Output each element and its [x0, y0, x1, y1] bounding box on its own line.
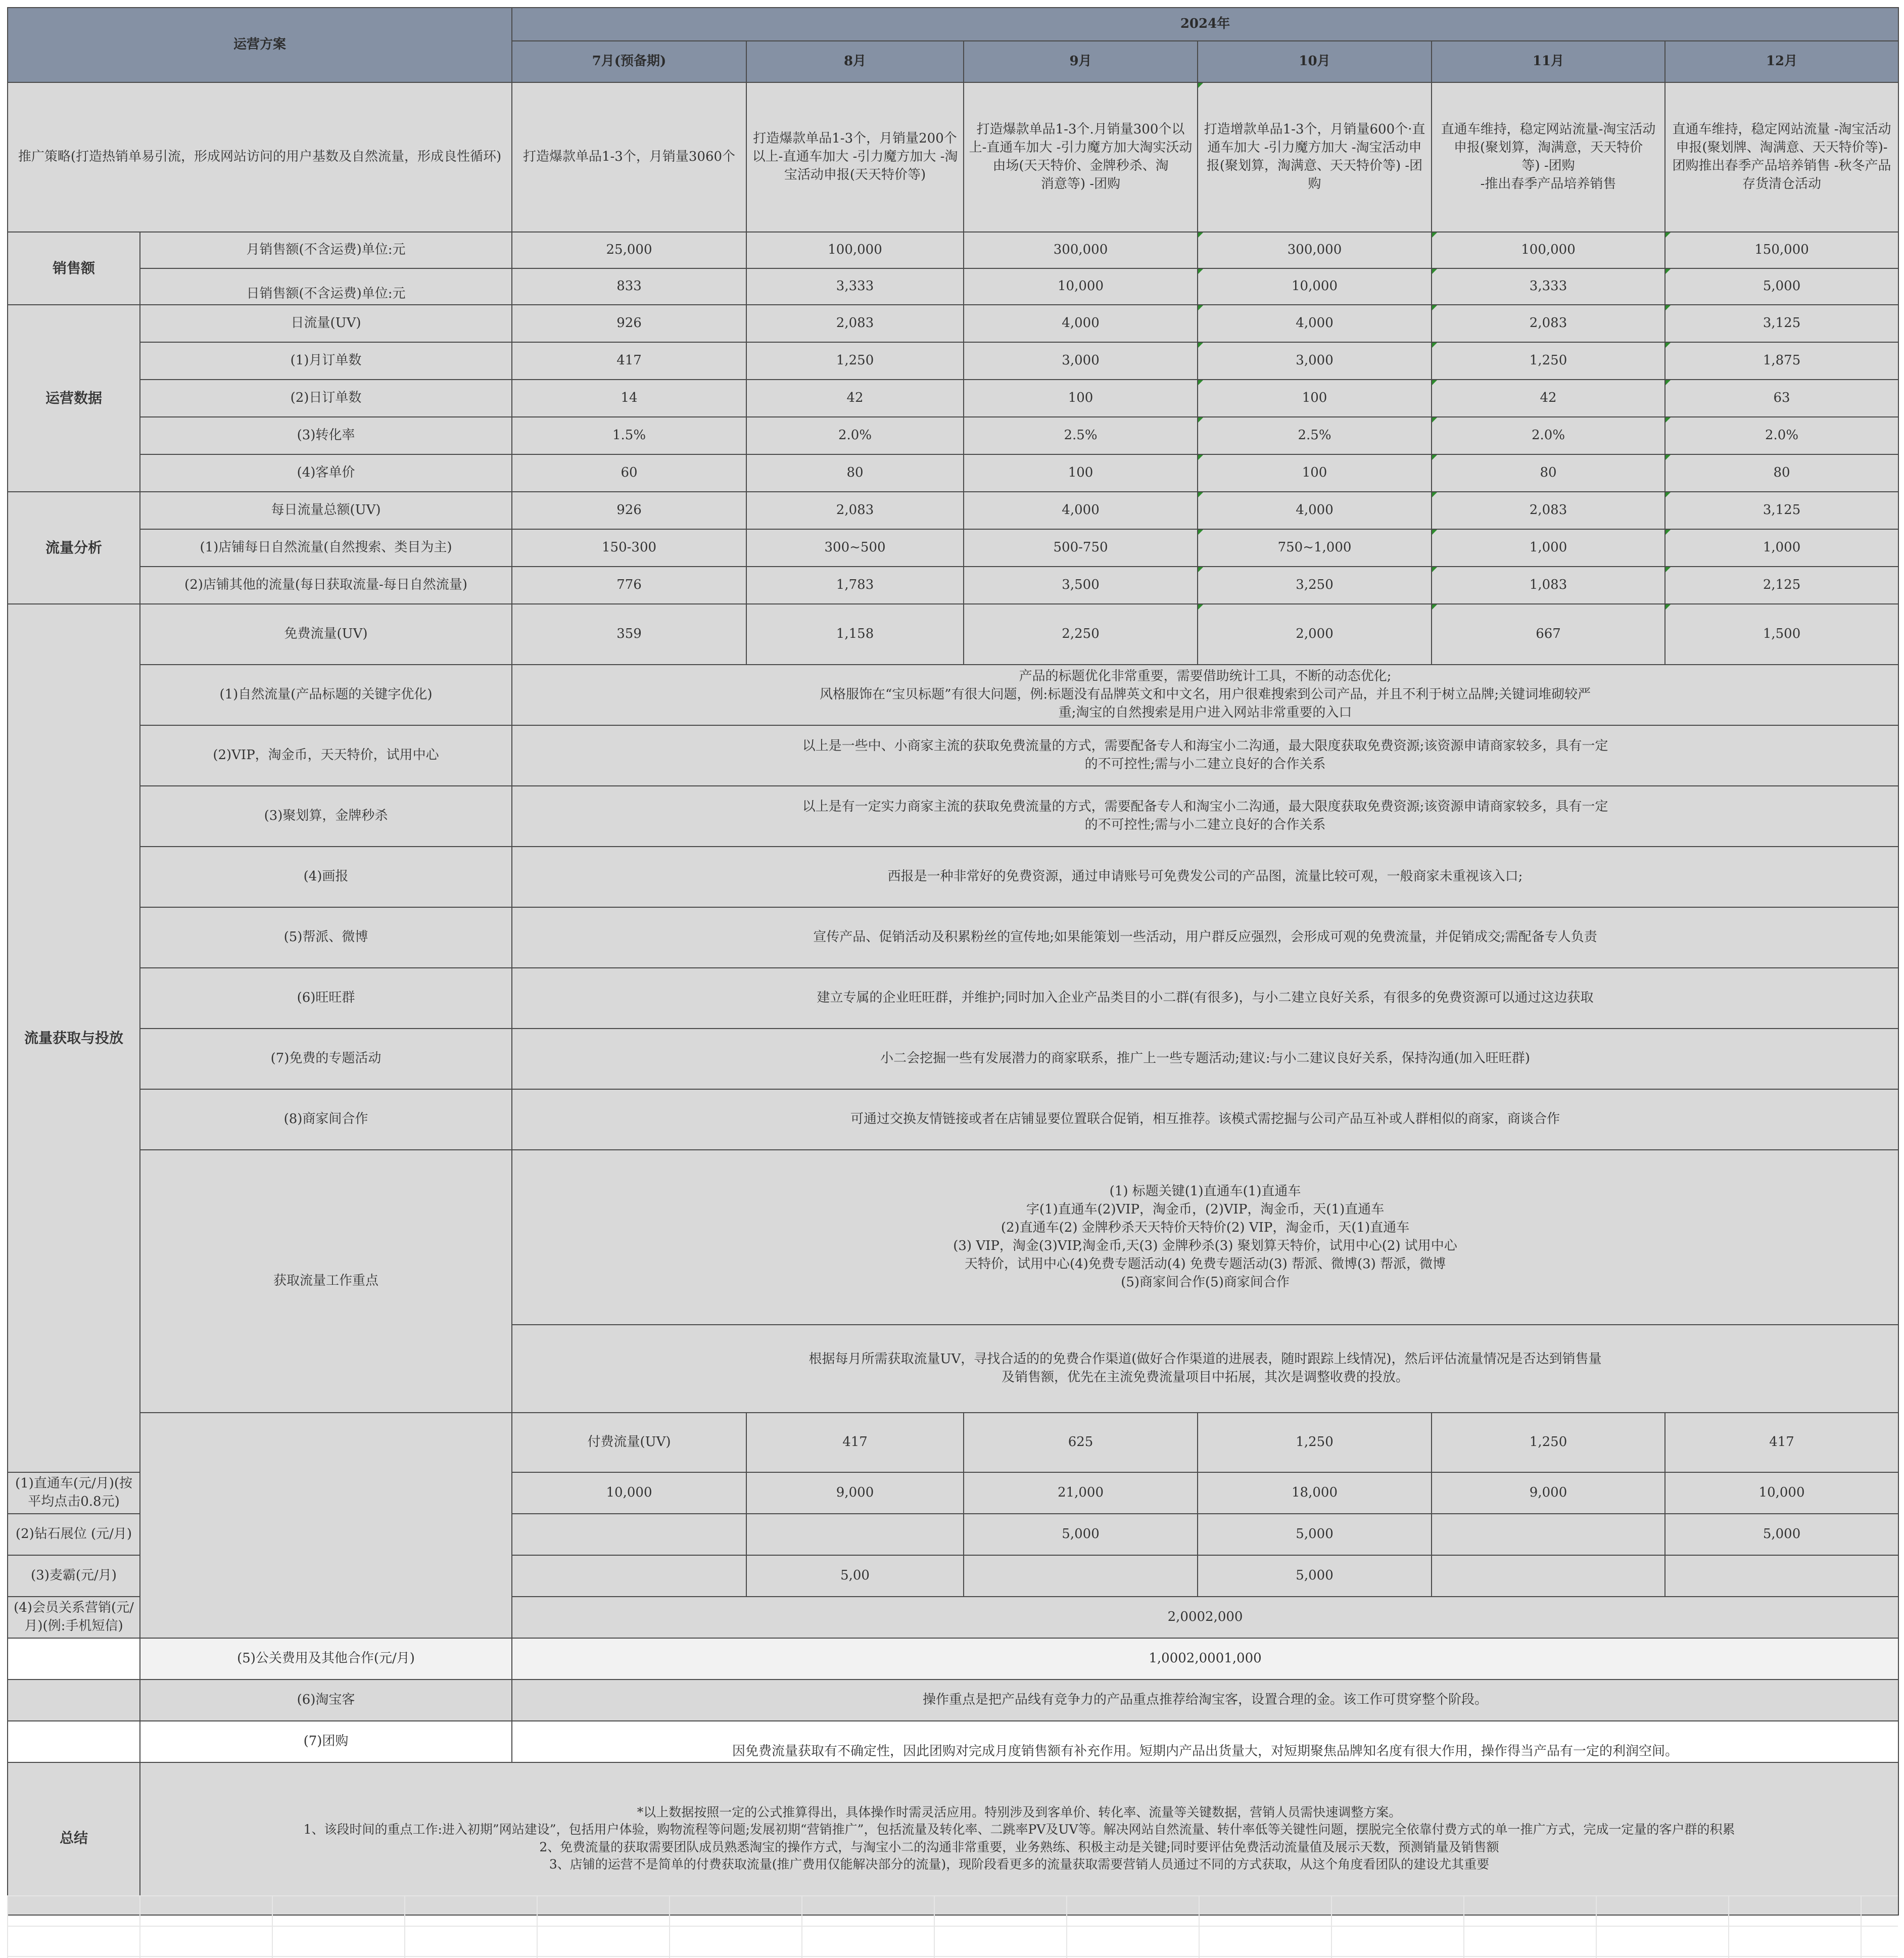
value-cell: 9,000: [746, 1472, 964, 1514]
row-label: (7)免费的专题活动: [140, 1029, 512, 1089]
value-cell: 417: [512, 342, 746, 380]
row-label: (5)帮派、微博: [140, 907, 512, 968]
row-label: (1)自然流量(产品标题的关键字优化): [140, 665, 512, 725]
value-cell: 3,250: [1198, 567, 1432, 604]
strategy-cell: 直通车维持，稳定网站流量 -淘宝活动申报(聚划牌、淘满意、天天特价等)-团购推出春季产品培养销售 -秋冬产品存货清仓活动: [1665, 82, 1898, 232]
strategy-cell: 打造爆款单品1-3个.月销量300个以上-直通车加大 -引力魔方加大淘实沃动由场(天天特价、金牌秒杀、淘 消意等) -团购: [964, 82, 1198, 232]
value-cell: 300,000: [964, 232, 1198, 268]
row-label: 日流量(UV): [140, 305, 512, 342]
value-cell: 359: [512, 604, 746, 665]
value-cell: 80: [1432, 454, 1665, 492]
note-cell: 可通过交换友情链接或者在店铺显要位置联合促销，相互推荐。该模式需挖掘与公司产品互补或人群相似的商家，商谈合作: [512, 1089, 1898, 1150]
value-cell: 4,000: [964, 492, 1198, 529]
value-cell: 926: [512, 305, 746, 342]
row-label: (2)VIP，淘金币，天天特价，试用中心: [140, 725, 512, 786]
strategy-cell: 打造爆款单品1-3个，月销量200个以上-直通车加大 -引力魔方加大 -淘宝活动申报(天天特价等): [746, 82, 964, 232]
value-cell: [1432, 1514, 1665, 1555]
strategy-cell: 打造增款单品1-3个，月销量600个·直通车加大 -引力魔方加大 -淘宝活动申报(聚划算，淘满意、天天特价等) -团购: [1198, 82, 1432, 232]
row-label: (3)聚划算，金牌秒杀: [140, 786, 512, 847]
value-cell: 3,125: [1665, 305, 1898, 342]
row-label: (7)团购: [140, 1721, 512, 1762]
year-header: 2024年: [512, 8, 1898, 41]
row-label: (1)月订单数: [140, 342, 512, 380]
blank-cell: [8, 1721, 140, 1762]
value-cell: 3,500: [964, 567, 1198, 604]
value-cell: 80: [1665, 454, 1898, 492]
value-cell: 1,783: [746, 567, 964, 604]
value-cell: 100: [1198, 380, 1432, 417]
value-cell: 300~500: [746, 529, 964, 567]
value-cell: 1,250: [1432, 342, 1665, 380]
value-cell: 60: [512, 454, 746, 492]
note-cell: 产品的标题优化非常重要，需要借助统计工具，不断的动态优化; 风格服饰在“宝贝标题”有很大问题，例:标题没有品牌英文和中文名，用户很难搜索到公司产品，并且不利于树立品牌;关键词堆砌较严 重;淘宝的自然搜索是用户进入网站非常重要的入口: [512, 665, 1898, 725]
value-cell: 3,125: [1665, 492, 1898, 529]
value-cell: 1.5%: [512, 417, 746, 454]
value-cell: 63: [1665, 380, 1898, 417]
value-cell: 4,000: [1198, 305, 1432, 342]
section-ops-data: 运营数据: [8, 305, 140, 492]
value-cell: 5,000: [1198, 1514, 1432, 1555]
section-summary: 总结: [8, 1762, 140, 1915]
value-cell: 80: [746, 454, 964, 492]
value-cell: 1,250: [1432, 1413, 1665, 1472]
month-header: 8月: [746, 41, 964, 82]
value-cell: 150,000: [1665, 232, 1898, 268]
row-label: (2)日订单数: [140, 380, 512, 417]
value-cell: 2,083: [1432, 492, 1665, 529]
value-cell: 42: [746, 380, 964, 417]
value-cell: 667: [1432, 604, 1665, 665]
value-cell: 10,000: [512, 1472, 746, 1514]
value-cell: 3,333: [1432, 268, 1665, 305]
row-label: (3)麦霸(元/月): [8, 1555, 140, 1597]
value-cell: 2.0%: [746, 417, 964, 454]
merged-value-cell: 2,0002,000: [512, 1597, 1898, 1638]
value-cell: 2,125: [1665, 567, 1898, 604]
paid-section-cell: [140, 1413, 512, 1638]
value-cell: 1,250: [1198, 1413, 1432, 1472]
value-cell: 1,000: [1432, 529, 1665, 567]
value-cell: 2.5%: [964, 417, 1198, 454]
row-label: 日销售额(不含运费)单位:元: [140, 268, 512, 305]
value-cell: 3,000: [964, 342, 1198, 380]
note-cell: 以上是有一定实力商家主流的获取免费流量的方式，需要配备专人和淘宝小二沟通，最大限度获取免费资源;该资源申请商家较多，具有一定 的不可控性;需与小二建立良好的合作关系: [512, 786, 1898, 847]
value-cell: 5,000: [1665, 268, 1898, 305]
value-cell: 18,000: [1198, 1472, 1432, 1514]
value-cell: 625: [964, 1413, 1198, 1472]
row-label: (6)淘宝客: [140, 1680, 512, 1721]
strategy-label: 推广策略(打造热销单易引流，形成网站访问的用户基数及自然流量，形成良性循环): [8, 82, 512, 232]
merged-value-cell: 操作重点是把产品线有竞争力的产品重点推荐给淘宝客，设置合理的金。该工作可贯穿整个阶段。: [512, 1680, 1898, 1721]
focus-cell: (1) 标题关键(1)直通车(1)直通车 字(1)直通车(2)VIP，淘金币，(2)VIP，淘金币，天(1)直通车 (2)直通车(2) 金牌秒杀天天特价天特价(2) VIP，淘金币，天(1)直通车 (3) VIP，淘金(3)VIP,淘金币,天(3) 金牌秒杀(3) 聚划算天特价，试用中心(2) 试用中心 天特价，试用中心(4)免费专题活动(4) 免费专题活动(3) 帮派、微博(3) 帮派，微博 (5)商家间合作(5)商家间合作: [512, 1150, 1898, 1325]
value-cell: 1,500: [1665, 604, 1898, 665]
value-cell: 100: [1198, 454, 1432, 492]
row-label: (4)客单价: [140, 454, 512, 492]
value-cell: 42: [1432, 380, 1665, 417]
row-label: (3)转化率: [140, 417, 512, 454]
value-cell: 3,000: [1198, 342, 1432, 380]
note-cell: 以上是一些中、小商家主流的获取免费流量的方式，需要配备专人和海宝小二沟通，最大限度获取免费资源;该资源申请商家较多，具有一定 的不可控性;需与小二建立良好的合作关系: [512, 725, 1898, 786]
row-label: 每日流量总额(UV): [140, 492, 512, 529]
row-label: (1)直通车(元/月)(按平均点击0.8元): [8, 1472, 140, 1514]
merged-value-cell: 因免费流量获取有不确定性，因此团购对完成月度销售额有补充作用。短期内产品出货量大，对短期聚焦品牌知名度有很大作用，操作得当产品有一定的利润空间。: [512, 1721, 1898, 1762]
value-cell: 100,000: [746, 232, 964, 268]
section-traffic-acquisition: 流量获取与投放: [8, 604, 140, 1472]
value-cell: 14: [512, 380, 746, 417]
value-cell: [1665, 1555, 1898, 1597]
value-cell: 2,083: [1432, 305, 1665, 342]
month-header: 7月(预备期): [512, 41, 746, 82]
note-cell: 建立专属的企业旺旺群，并维护;同时加入企业产品类目的小二群(有很多)，与小二建立良好关系，有很多的免费资源可以通过这边获取: [512, 968, 1898, 1029]
value-cell: 417: [1665, 1413, 1898, 1472]
value-cell: 100: [964, 380, 1198, 417]
value-cell: [512, 1514, 746, 1555]
operation-plan-sheet: [7, 7, 1899, 1916]
row-label: (2)钻石展位 (元/月): [8, 1514, 140, 1555]
month-header: 11月: [1432, 41, 1665, 82]
merged-value-cell: 1,0002,0001,000: [512, 1638, 1898, 1680]
value-cell: 926: [512, 492, 746, 529]
value-cell: 417: [746, 1413, 964, 1472]
value-cell: 10,000: [1198, 268, 1432, 305]
value-cell: 1,158: [746, 604, 964, 665]
value-cell: 2.0%: [1665, 417, 1898, 454]
row-label: 免费流量(UV): [140, 604, 512, 665]
value-cell: [512, 1555, 746, 1597]
focus-cell: 根据每月所需获取流量UV，寻找合适的的免费合作渠道(做好合作渠道的进展表，随时跟踪上线情况)，然后评估流量情况是否达到销售量 及销售额，优先在主流免费流量项目中拓展，其次是调整收费的投放。: [512, 1325, 1898, 1413]
value-cell: [746, 1514, 964, 1555]
month-header: 10月: [1198, 41, 1432, 82]
value-cell: 5,000: [1665, 1514, 1898, 1555]
section-traffic-analysis: 流量分析: [8, 492, 140, 604]
note-cell: 西报是一种非常好的免费资源，通过申请账号可免费发公司的产品图，流量比较可观，一般商家未重视该入口;: [512, 847, 1898, 907]
value-cell: 9,000: [1432, 1472, 1665, 1514]
value-cell: 2,250: [964, 604, 1198, 665]
value-cell: 2.5%: [1198, 417, 1432, 454]
strategy-cell: 打造爆款单品1-3个，月销量3060个: [512, 82, 746, 232]
row-label: 获取流量工作重点: [140, 1150, 512, 1413]
summary-text: *以上数据按照一定的公式推算得出，具体操作时需灵活应用。特别涉及到客单价、转化率、流量等关键数据，营销人员需快速调整方案。 1、该段时间的重点工作:进入初期”网站建设”，包括用户体验，购物流程等问题;发展初期“营销推广”，包括流量及转化率、二跳率PV及UV等。解决网站自然流量、转什率低等关键性问题，摆脱完全依靠付费方式的单一推广方式，完成一定量的客户群的积累 2、免费流量的获取需要团队成员熟悉淘宝的操作方式，与淘宝小二的沟通非常重要，业务熟练、积极主动是关键;同时要评估免费活动流量值及展示天数，预测销量及销售额 3、店铺的运营不是简单的付费获取流量(推广费用仅能解决部分的流量)，现阶段看更多的流量获取需要营销人员通过不同的方式获取，从这个角度看团队的建设尤其重要: [140, 1762, 1898, 1915]
row-label: (4)会员关系营销(元/月)(例:手机短信): [8, 1597, 140, 1638]
operation-plan-table: [7, 7, 1899, 1916]
value-cell: 300,000: [1198, 232, 1432, 268]
note-cell: 小二会挖掘一些有发展潜力的商家联系，推广上一些专题活动;建议:与小二建议良好关系，保持沟通(加入旺旺群): [512, 1029, 1898, 1089]
value-cell: 1,000: [1665, 529, 1898, 567]
value-cell: 2,083: [746, 492, 964, 529]
value-cell: 25,000: [512, 232, 746, 268]
value-cell: 1,875: [1665, 342, 1898, 380]
value-cell: 100: [964, 454, 1198, 492]
row-label: (5)公关费用及其他合作(元/月): [140, 1638, 512, 1680]
value-cell: [964, 1555, 1198, 1597]
blank-cell: [8, 1638, 140, 1680]
value-cell: 4,000: [964, 305, 1198, 342]
row-label: (6)旺旺群: [140, 968, 512, 1029]
row-label: (4)画报: [140, 847, 512, 907]
month-header: 9月: [964, 41, 1198, 82]
plan-header: 运营方案: [8, 8, 512, 82]
value-cell: 1,250: [746, 342, 964, 380]
row-label: (1)店铺每日自然流量(自然搜索、类目为主): [140, 529, 512, 567]
row-label: (8)商家间合作: [140, 1089, 512, 1150]
month-header: 12月: [1665, 41, 1898, 82]
strategy-cell: 直通车维持，稳定网站流量-淘宝活动申报(聚划算，淘满意，天天特价 等) -团购 -推出春季产品培养销售: [1432, 82, 1665, 232]
row-label: 付费流量(UV): [512, 1413, 746, 1472]
value-cell: 100,000: [1432, 232, 1665, 268]
row-label: (2)店铺其他的流量(每日获取流量-每日自然流量): [140, 567, 512, 604]
value-cell: 1,083: [1432, 567, 1665, 604]
value-cell: 150-300: [512, 529, 746, 567]
value-cell: 2,083: [746, 305, 964, 342]
value-cell: 2,000: [1198, 604, 1432, 665]
value-cell: 21,000: [964, 1472, 1198, 1514]
value-cell: 10,000: [964, 268, 1198, 305]
value-cell: [1432, 1555, 1665, 1597]
note-cell: 宣传产品、促销活动及积累粉丝的宣传地;如果能策划一些活动，用户群反应强烈，会形成可观的免费流量，并促销成交;需配备专人负责: [512, 907, 1898, 968]
blank-cell: [8, 1680, 140, 1721]
value-cell: 500-750: [964, 529, 1198, 567]
value-cell: 750~1,000: [1198, 529, 1432, 567]
empty-grid-area: [7, 1895, 1898, 1958]
value-cell: 4,000: [1198, 492, 1432, 529]
value-cell: 3,333: [746, 268, 964, 305]
value-cell: 2.0%: [1432, 417, 1665, 454]
value-cell: 5,000: [1198, 1555, 1432, 1597]
value-cell: 5,00: [746, 1555, 964, 1597]
value-cell: 10,000: [1665, 1472, 1898, 1514]
section-sales: 销售额: [8, 232, 140, 305]
row-label: 月销售额(不含运费)单位:元: [140, 232, 512, 268]
value-cell: 833: [512, 268, 746, 305]
value-cell: 776: [512, 567, 746, 604]
value-cell: 5,000: [964, 1514, 1198, 1555]
